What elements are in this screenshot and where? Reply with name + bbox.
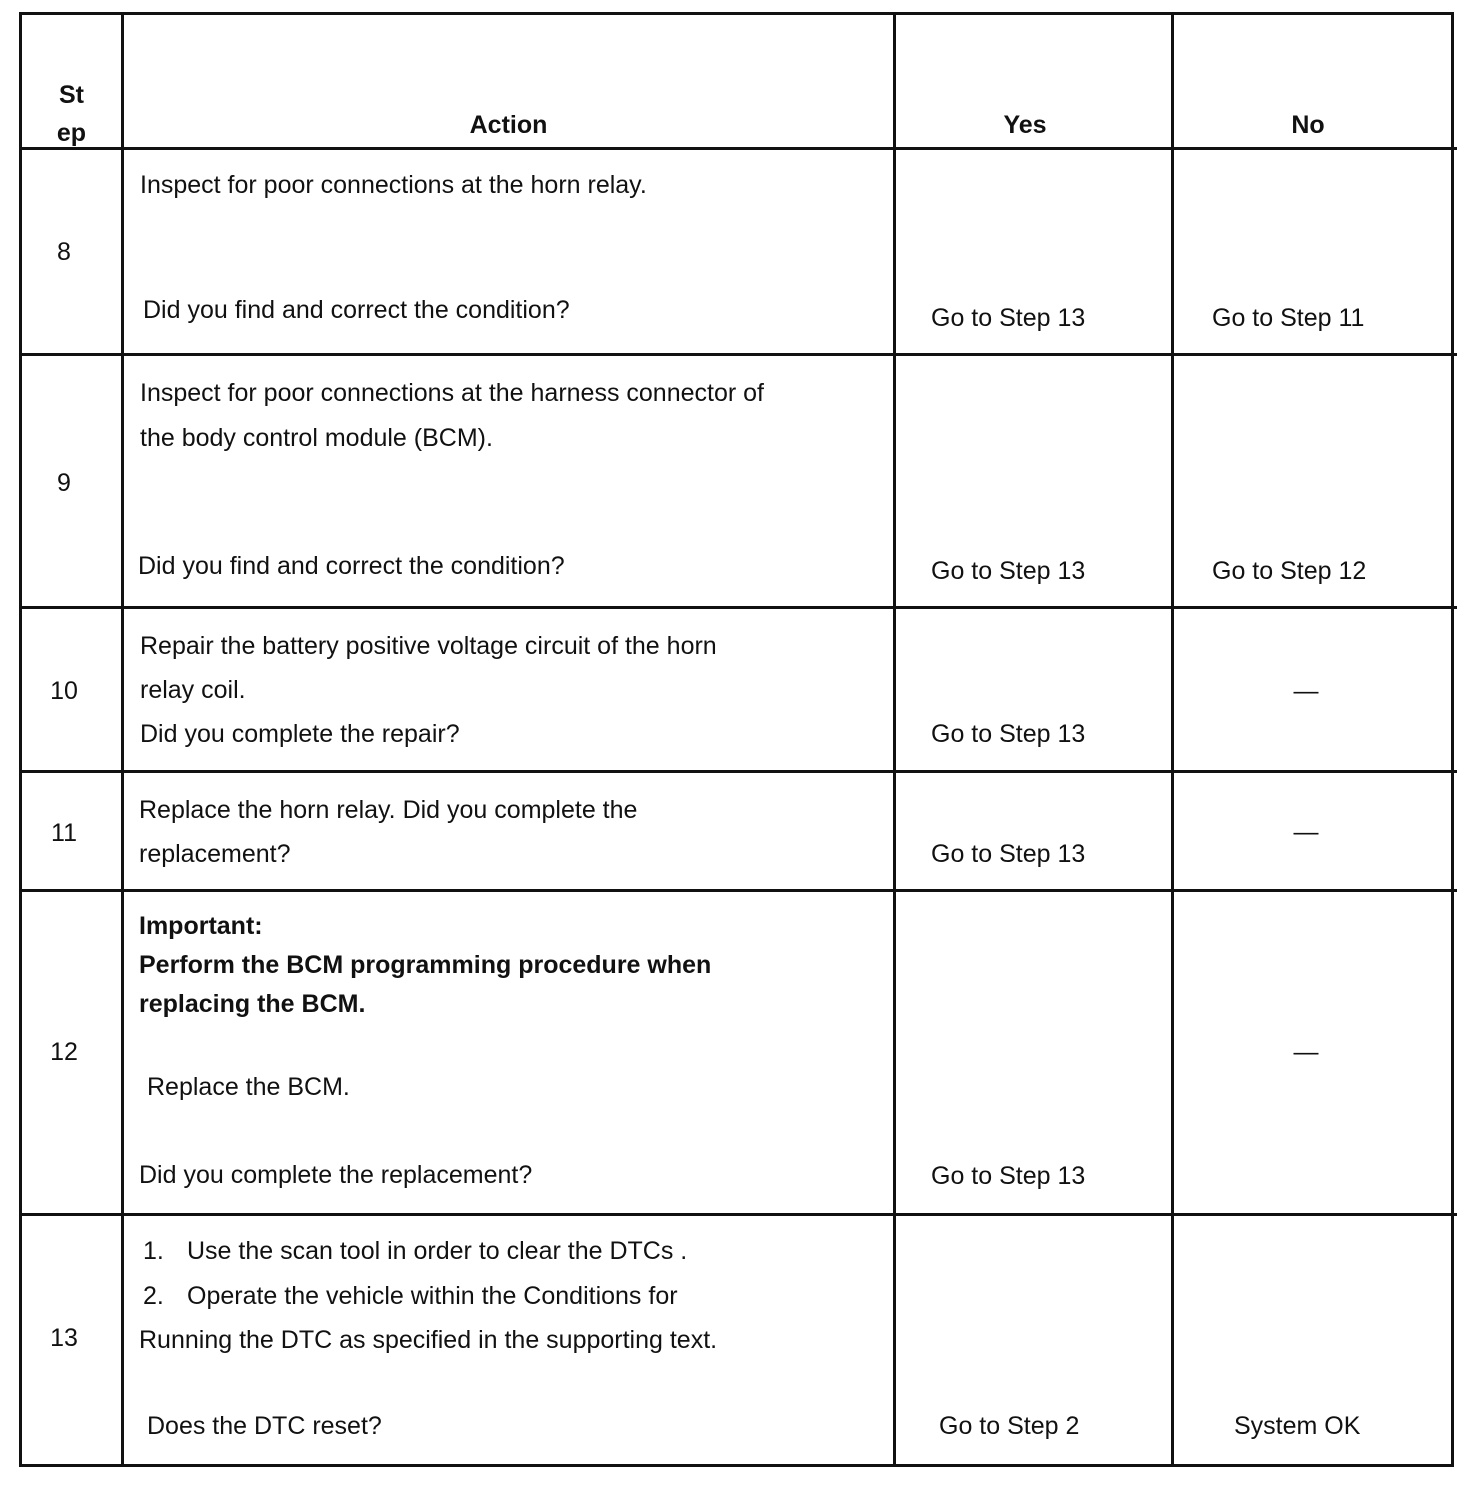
header-no: No: [1291, 111, 1325, 139]
no-result: —: [1293, 818, 1319, 846]
action-text: the body control module (BCM).: [140, 424, 493, 452]
yes-result: Go to Step 13: [931, 1162, 1086, 1190]
yes-result: Go to Step 13: [931, 304, 1086, 332]
row-divider: [19, 147, 1457, 150]
step-number: 13: [50, 1324, 78, 1352]
action-text: Replace the BCM.: [147, 1073, 350, 1101]
table-border: [19, 12, 1454, 15]
row-divider: [19, 1213, 1457, 1216]
important-label: Important:: [139, 912, 263, 940]
important-note: replacing the BCM.: [139, 990, 366, 1018]
action-question: Did you find and correct the condition?: [143, 296, 570, 324]
step-number: 8: [57, 238, 71, 266]
action-text: Replace the horn relay. Did you complete the: [139, 796, 638, 824]
list-number: 1.: [143, 1237, 164, 1265]
table-border: [1451, 12, 1454, 1467]
no-result: Go to Step 11: [1212, 304, 1365, 332]
row-divider: [19, 770, 1457, 773]
table-border: [19, 12, 22, 1467]
important-note: Perform the BCM programming procedure when: [139, 951, 712, 979]
list-item: Operate the vehicle within the Conditions for: [187, 1282, 678, 1310]
yes-result: Go to Step 13: [931, 557, 1086, 585]
action-question: replacement?: [139, 840, 291, 868]
column-divider: [121, 12, 124, 1467]
no-result: —: [1293, 677, 1319, 705]
column-divider: [1171, 12, 1174, 1467]
row-divider: [19, 353, 1457, 356]
row-divider: [19, 606, 1457, 609]
yes-result: Go to Step 13: [931, 720, 1086, 748]
no-result: —: [1293, 1038, 1319, 1066]
action-question: Did you complete the replacement?: [139, 1161, 533, 1189]
header-step: St ep: [56, 81, 87, 147]
action-text: Repair the battery positive voltage circuit of the horn: [140, 632, 717, 660]
table-border: [19, 1464, 1454, 1467]
step-number: 11: [51, 819, 77, 847]
action-text: Running the DTC as specified in the supporting text.: [139, 1326, 718, 1354]
action-question: Does the DTC reset?: [147, 1412, 382, 1440]
yes-result: Go to Step 13: [931, 840, 1086, 868]
list-item: Use the scan tool in order to clear the DTCs .: [187, 1237, 688, 1265]
header-action: Action: [469, 111, 548, 139]
column-divider: [893, 12, 896, 1467]
step-number: 10: [50, 677, 78, 705]
action-text: relay coil.: [140, 676, 246, 704]
step-number: 9: [57, 469, 71, 497]
action-text: Inspect for poor connections at the harness connector of: [140, 379, 764, 407]
action-question: Did you find and correct the condition?: [138, 552, 565, 580]
step-number: 12: [50, 1038, 78, 1066]
header-yes: Yes: [1003, 111, 1047, 139]
list-number: 2.: [143, 1282, 164, 1310]
action-question: Did you complete the repair?: [140, 720, 460, 748]
row-divider: [19, 889, 1457, 892]
action-text: Inspect for poor connections at the horn relay.: [140, 171, 647, 199]
yes-result: Go to Step 2: [939, 1412, 1080, 1440]
no-result: System OK: [1234, 1412, 1361, 1440]
no-result: Go to Step 12: [1212, 557, 1367, 585]
